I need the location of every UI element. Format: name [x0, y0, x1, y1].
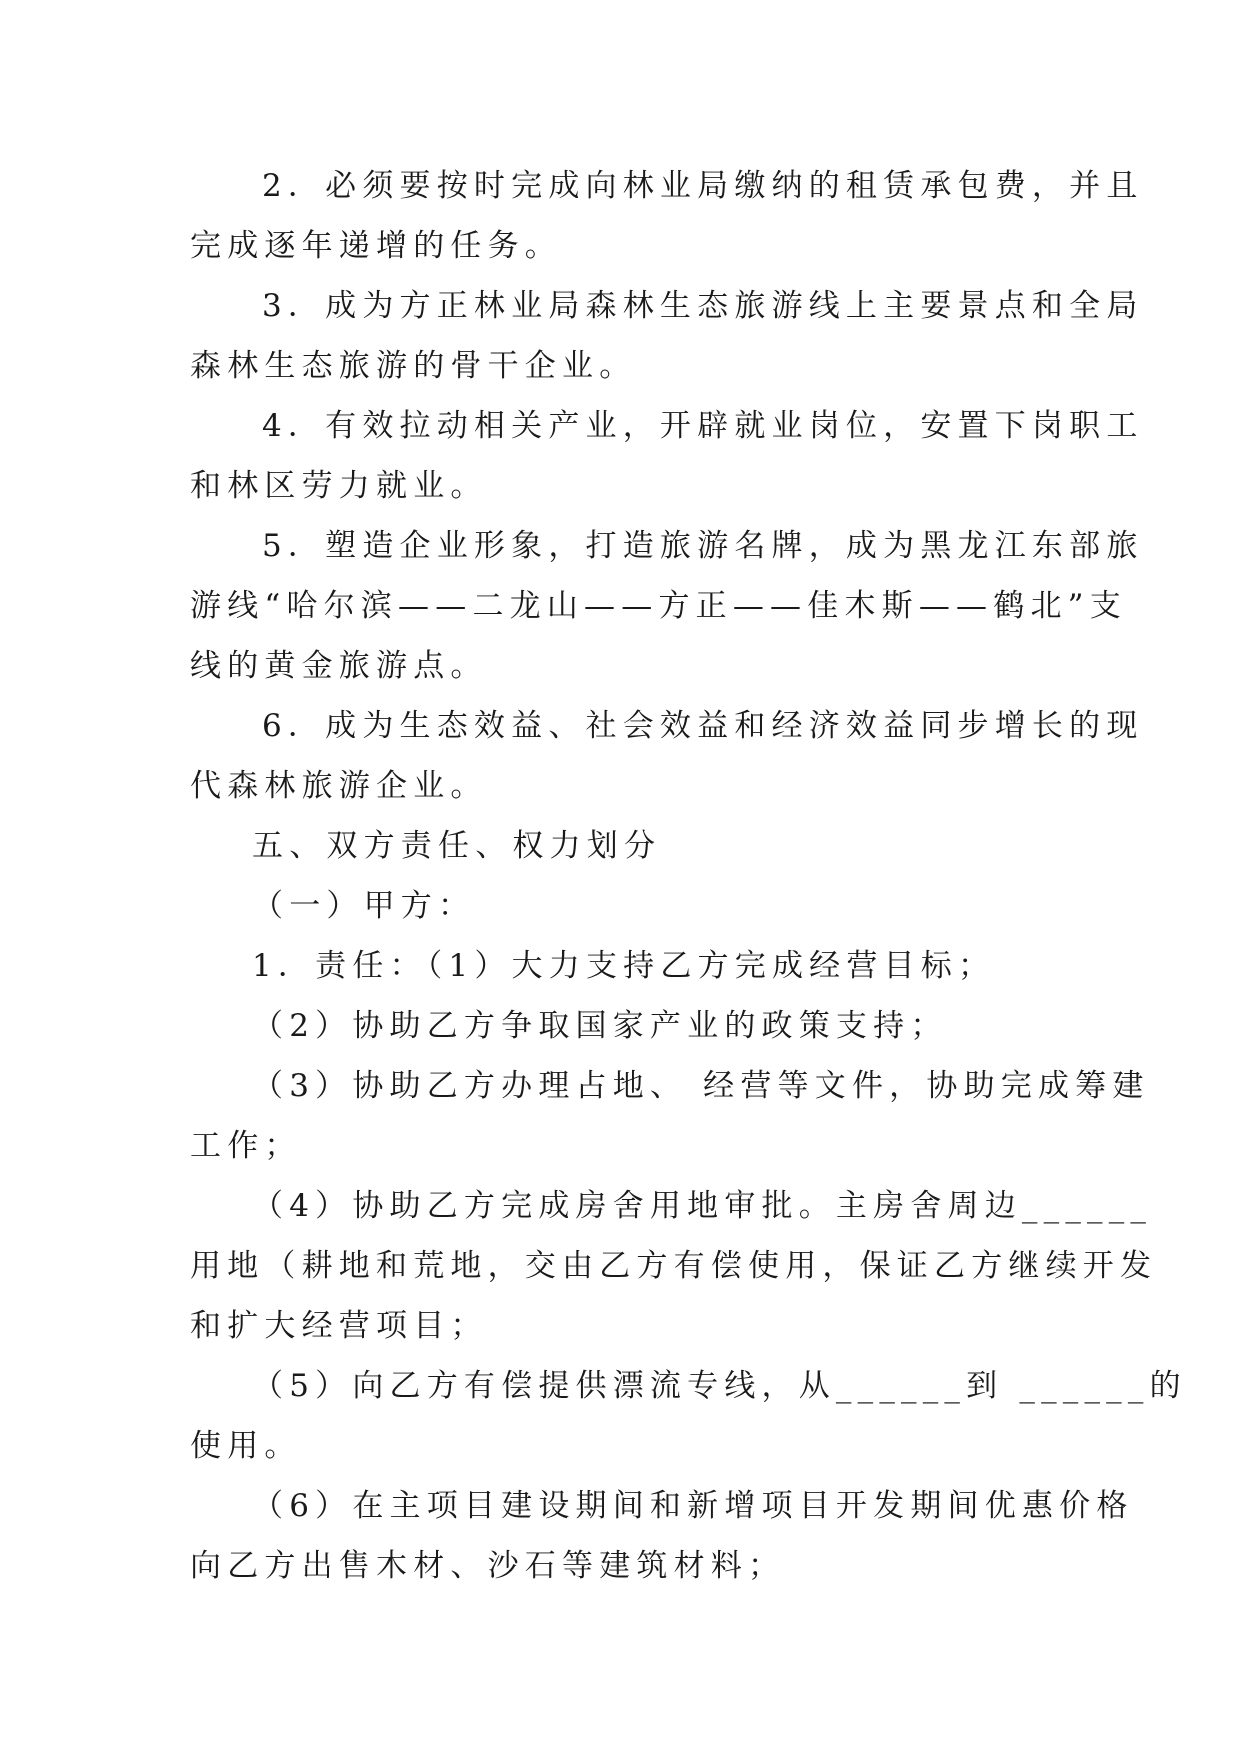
paragraph-line: （5）向乙方有偿提供漂流专线，从______到 ______的: [252, 1368, 1187, 1404]
paragraph-line: 2．必须要按时完成向林业局缴纳的租赁承包费，并且: [262, 168, 1144, 204]
paragraph-line: 1．责任：（1）大力支持乙方完成经营目标；: [252, 948, 996, 984]
paragraph-line: 4．有效拉动相关产业，开辟就业岗位，安置下岗职工: [262, 408, 1144, 444]
paragraph-line: 向乙方出售木材、沙石等建筑材料；: [190, 1548, 786, 1584]
paragraph-line: （6）在主项目建设期间和新增项目开发期间优惠价格: [252, 1488, 1134, 1524]
section-heading: 五、双方责任、权力划分: [252, 828, 662, 864]
paragraph-line: （3）协助乙方办理占地、 经营等文件，协助完成筹建: [252, 1068, 1150, 1104]
paragraph-line: 和扩大经营项目；: [190, 1308, 488, 1344]
paragraph-line: 用地（耕地和荒地，交由乙方有偿使用，保证乙方继续开发: [190, 1248, 1158, 1284]
paragraph-line: 和林区劳力就业。: [190, 468, 488, 504]
paragraph-line: 6．成为生态效益、社会效益和经济效益同步增长的现: [262, 708, 1144, 744]
paragraph-line: 使用。: [190, 1428, 302, 1464]
paragraph-line: 线的黄金旅游点。: [190, 648, 488, 684]
paragraph-line: 3．成为方正林业局森林生态旅游线上主要景点和全局: [262, 288, 1144, 324]
paragraph-line: （4）协助乙方完成房舍用地审批。主房舍周边______: [252, 1188, 1153, 1224]
paragraph-line: 游线“哈尔滨——二龙山——方正——佳木斯——鹤北”支: [190, 588, 1127, 624]
subsection-heading: （一）甲方：: [252, 888, 476, 924]
paragraph-line: 代森林旅游企业。: [190, 768, 488, 804]
paragraph-line: 5．塑造企业形象，打造旅游名牌，成为黑龙江东部旅: [262, 528, 1144, 564]
paragraph-line: 工作；: [190, 1128, 302, 1164]
paragraph-line: （2）协助乙方争取国家产业的政策支持；: [252, 1008, 948, 1044]
paragraph-line: 森林生态旅游的骨干企业。: [190, 348, 637, 384]
paragraph-line: 完成逐年递增的任务。: [190, 228, 562, 264]
